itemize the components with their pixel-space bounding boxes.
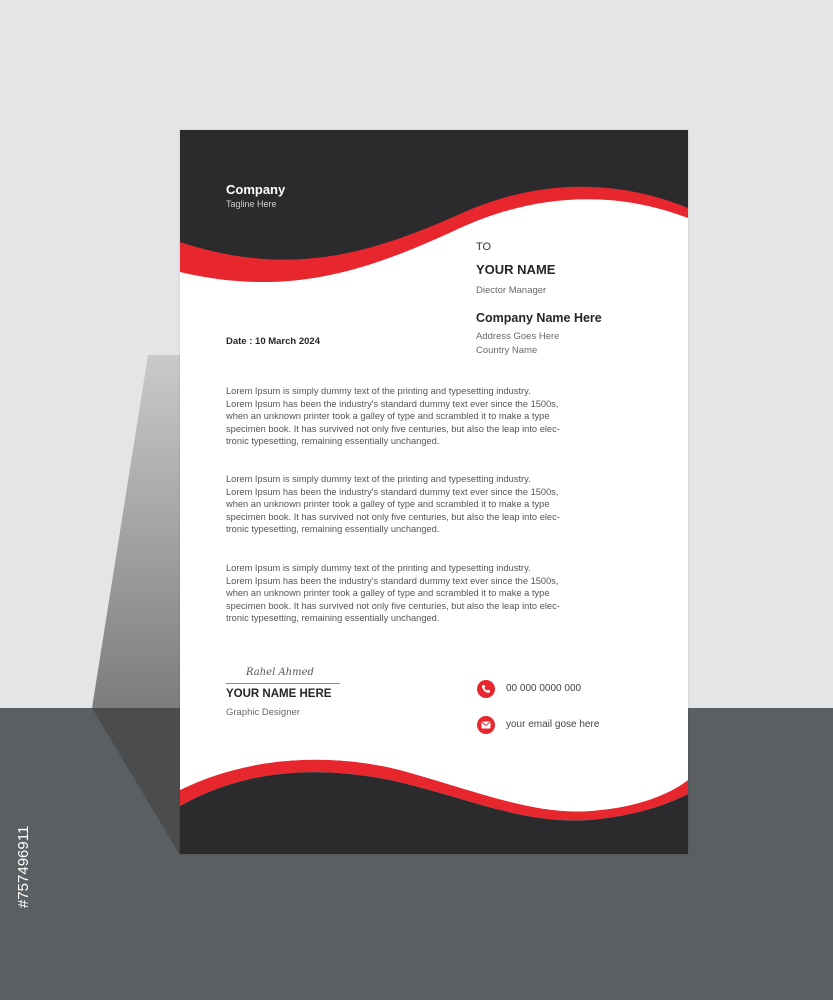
letterhead-page <box>180 130 688 854</box>
letter-date: Date : 10 March 2024 <box>226 336 320 347</box>
paragraph-line: Lorem Ipsum is simply dummy text of the printing and typesetting industry. <box>226 386 531 396</box>
recipient-name: YOUR NAME <box>476 262 556 277</box>
stock-id-label <box>8 770 36 910</box>
body-paragraph <box>226 385 642 448</box>
company-name: Company <box>226 182 286 197</box>
paragraph-line: Lorem Ipsum is simply dummy text of the printing and typesetting industry. <box>226 563 531 573</box>
email-address: your email gose here <box>506 719 600 730</box>
phone-number: 00 000 0000 000 <box>506 683 582 694</box>
header-wave-graphic <box>180 130 688 300</box>
email-icon <box>477 716 495 734</box>
recipient-title: Diector Manager <box>476 285 547 296</box>
signature-line <box>226 683 340 684</box>
paragraph-line: Lorem Ipsum has been the industry's standard dummy text ever since the 1500s, <box>226 398 559 409</box>
body-paragraph <box>226 473 642 536</box>
paragraph-line: tronic typesetting, remaining essentially unchanged. <box>226 524 440 535</box>
paragraph-line: Lorem Ipsum has been the industry's standard dummy text ever since the 1500s, <box>226 575 559 586</box>
stock-id-text: #757496911 <box>15 825 32 908</box>
phone-icon <box>477 680 495 698</box>
signature: Rahel Ahmed <box>246 667 314 678</box>
sender-title: Graphic Designer <box>226 707 300 718</box>
footer-wave-graphic <box>180 750 688 854</box>
paragraph-line: Lorem Ipsum has been the industry's standard dummy text ever since the 1500s, <box>226 486 559 497</box>
to-label: TO <box>476 241 492 253</box>
paragraph-line: when an unknown printer took a galley of type and scrambled it to make a type <box>226 499 550 510</box>
company-tagline: Tagline Here <box>226 199 277 209</box>
paragraph-line: specimen book. It has survived not only five centuries, but also the leap into elec- <box>226 600 560 611</box>
recipient-country: Country Name <box>476 345 538 356</box>
paragraph-line: tronic typesetting, remaining essentially unchanged. <box>226 613 440 624</box>
paragraph-line: Lorem Ipsum is simply dummy text of the printing and typesetting industry. <box>226 474 531 484</box>
paragraph-line: when an unknown printer took a galley of type and scrambled it to make a type <box>226 588 550 599</box>
body-paragraph <box>226 562 642 625</box>
paragraph-line: specimen book. It has survived not only five centuries, but also the leap into elec- <box>226 423 560 434</box>
paragraph-line: tronic typesetting, remaining essentially unchanged. <box>226 436 440 447</box>
paragraph-line: specimen book. It has survived not only five centuries, but also the leap into elec- <box>226 511 560 522</box>
recipient-address: Address Goes Here <box>476 331 560 342</box>
paragraph-line: when an unknown printer took a galley of type and scrambled it to make a type <box>226 411 550 422</box>
sender-name: YOUR NAME HERE <box>226 688 332 700</box>
recipient-company: Company Name Here <box>476 311 602 325</box>
